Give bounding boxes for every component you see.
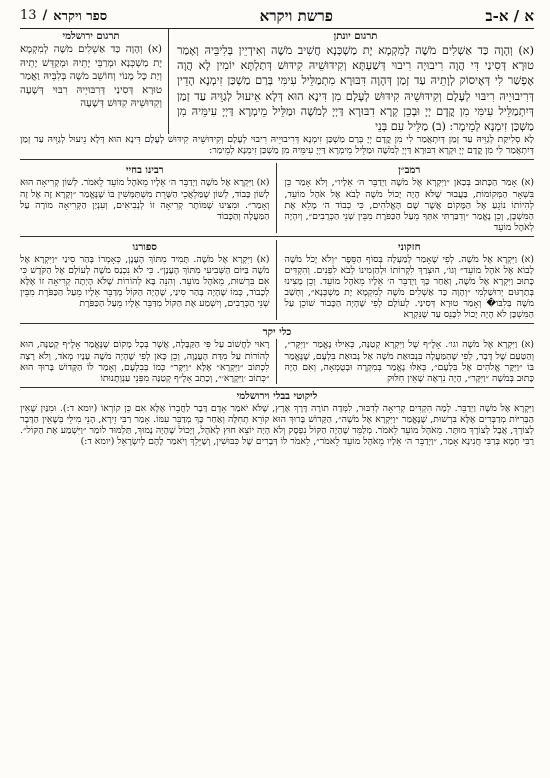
chizkuni-text: (א) וַיִּקְרָא אֶל מֹשֶׁה. לְפִי שֶׁאָמַר לְמַעְלָה בְּסוֹף הַסֵּפֶר ״וְלֹא יָכֹל מֹשֶׁה לָבוֹא אֶל אֹהֶל מוֹעֵד״ וְגוֹ׳, הוּצְרַךְ לִקְרוֹתוֹ וּלְהַזְמִינוֹ לְבֹא לִפְנִים. וְהִקְדִּים כָּתוּב וַיִּקְרָא אֶל מֹשֶׁה, וְאַחַר כָּךְ וַיְדַבֵּר ה׳ אֵלָיו מֵאֹהֶל מוֹעֵד. וְכֵן מָצִינוּ בְּתַרְגּוּם יְרוּשַׁלְמִי ״וְהָוָה כַּד אַשְׁלִים מֹשֶׁה לְמִקְמָא יָת מַשְׁכְּנָא״, וְחָשַׁב מֹשֶׁה בְּלִבּו�ֹ וְאָמַר טוּרָא דְּסִינַי. לְעוֹלָם לְפִי שֶׁהָיָה הַכָּבוֹד שׁוֹכֵן עַל הַמִּשְׁכָּן לֹא הָיָה יָכוֹל לִכָּנֵס עַד שֶׁנִּקְרָא	[284, 253, 534, 321]
section-title: תרגום יונתן	[333, 31, 378, 42]
divider	[20, 387, 534, 388]
chizkuni-column	[285, 240, 535, 321]
section-title: כלי יקר	[262, 327, 292, 339]
book-name: ספר ויקרא	[53, 9, 108, 24]
parsha-title: פרשת ויקרא	[259, 6, 333, 25]
separator: /	[42, 8, 48, 23]
section-title: רבינו בחיי	[125, 165, 164, 177]
divider	[20, 159, 534, 160]
divider	[20, 323, 534, 324]
page	[0, 4, 550, 778]
kli-yakar-text-right: (א) וַיִּקְרָא אֶל מֹשֶׁה וגו׳. אָלֶ״ף שֶׁל וַיִּקְרָא קְטַנָּה, כְּאִילּוּ נֶאֱמַר ״וַיִּקָּר״, וְהַטַּעַם שֶׁל דָּבָר, לְפִי שֶׁהַמַּעֲלָה בִּנְבוּאַת מֹשֶׁה אַל נְבוּאַת בִּלְעָם, שֶׁנֶּאֱמַר בּוֹ ״וַיִּקָּר אֱלֹהִים אֶל בִּלְעָם״, כְּאִלּוּ נֶאֱמַר בְּמִקְרֶה וּבְטֻמְאָה, וְאִם הָיָה כָּתוּב בְּמֹשֶׁה ״וַיִּקָּר״, הָיָה נִרְאֶה שֶׁאֵין חִלּוּק	[284, 339, 534, 384]
book-and-page	[20, 8, 107, 24]
rabbeinu-bachya-text: (א) וַיִּקְרָא אֶל מֹשֶׁה וַיְדַבֵּר ה׳ אֵלָיו מֵאֹהֶל מוֹעֵד לֵאמֹר. לְשׁוֹן קְרִיאָה הוּא לְשׁוֹן כָּבוֹד, לְשׁוֹן שֶׁמַּלְאֲכֵי הַשָּׁרֵת מִשְׁתַּמְּשִׁין בּוֹ שֶׁנֶּאֱמַר ״וְקָרָא זֶה אֶל זֶה וְאָמַר״. וּמִצִּינוּ שֶׁמּוֹתָר קְרִיאָה זוֹ לְנְבִיאִים, וְעִנְיַן הַקְּרִיאָה מוֹרָה עַל הַמַּעֲלָה וְהַכָּבוֹד	[20, 177, 270, 222]
kli-yakar-block	[20, 339, 534, 383]
section-title: ליקוטי בבלי וירושלמי	[236, 390, 318, 402]
chapter-ref: א / א-ב	[485, 6, 534, 25]
section-title: חזקוני	[398, 241, 421, 253]
targum-yonatan	[177, 29, 534, 134]
running-header	[20, 4, 534, 29]
section-title: ספורנו	[132, 241, 157, 253]
page-number: 13	[20, 8, 37, 23]
likutei-text: וַיִּקְרָא אֶל מֹשֶׁה וַיְדַבֵּר. לְמָה הִקְדִּים קְרִיאָה לְדִבּוּר, לִמְּדָה תוֹרָה דֶּרֶךְ אֶרֶץ, שֶׁלֹּא יֹאמַר אָדָם דָּבָר לַחֲבֵרוֹ אֶלָּא אִם כֵּן קוֹרְאוֹ (יומא ד:). וּמִנַּיִן שֶׁאֵין הַבְּרִיּוֹת מְדַבְּרִים אֶלָּא בִּרְשׁוּת, שֶׁנֶּאֱמַר ״וַיִּקְרָא אֶל מֹשֶׁה״, הַקָּדוֹשׁ בָּרוּךְ הוּא קוֹרֵא תְחִלָּה וְאַחַר כָּךְ מְדַבֵּר עִמּוֹ. אָמַר רַבִּי זֵירָא, הָנֵי מִילֵּי בְּשֶׁאֵין הַדָּבָר לְצוֹרֶךְ, אֲבָל לְצוֹרֶךְ מוּתָּר. מֵאֹהֶל מוֹעֵד לֵאמֹר. מְלַמֵּד שֶׁהָיָה הַקּוֹל נִפְסָק וְלֹא הָיָה יוֹצֵא חוּץ לָאֹהֶל, וְיָכוֹל שֶׁהָיָה נָמוּךְ, תַּלְמוּד לוֹמַר ״וַיִּשְׁמַע אֶת הַקּוֹל״. רַבִּי חָמָא בְּרַבִּי חֲנִינָא אָמַר, ״וַיְדַבֵּר ה׳ אֵלָיו מֵאֹהֶל מוֹעֵד לֵאמֹר״, לֵאמֹר לוֹ דְּבָרִים שֶׁל כִּבּוּשִׁין, וְשֶׁיֵּלֵךְ וְיֹאמַר לָהֶם לְיִשְׂרָאֵל (יומא ד:)	[20, 402, 534, 448]
targum-continuation-text: לָא סְלִיקַת לְגַוֵּיהּ עַד זְמַן דְּיִתְאֲמַר לִי מִן קֳדָם יְיָ בְּרַם מַשְׁכַּן זִימְנָא דְּרִיבוּיֵיהּ רִיבוּי לְעָלָם וְקִידּוּשֵׁיהּ קִידּוּשׁ לְעָלָם דִּינָא הוּא דְּלָא נֵיעוּל לְגַוֵּיהּ עַד זְמַן דְּיִתְאֲמַר לִי מִן קֳדָם יְיָ וּקְרָא דִבּוּרָא דַּיְיָ לְמֹשֶׁה וּמַלֵּיל מֵימְרָא דַּיְיָ עִימֵּיהּ מִן מַשְׁכַּן זִימְנָא לְמֵימַר:	[20, 134, 534, 157]
divider	[20, 236, 534, 237]
kli-yakar-left	[20, 339, 277, 383]
ramban-text: (א) אָמַר הַכָּתוּב בְּכַאן ״וַיִּקְרָא אֶל מֹשֶׁה וַיְדַבֵּר ה׳ אֵלָיו״, וְלֹא אָמַר כֵּן בִּשְׁאָר הַמְּקוֹמוֹת, בַּעֲבוּר שֶׁלֹּא הָיָה יָכוֹל מֹשֶׁה לָבֹא אֶל אֹהֶל מוֹעֵד, לְהִיוֹתוֹ נוֹגֵעַ אֶל הַמָּקוֹם אֲשֶׁר שָׁם הָאֱלֹהִים, כִּי כְבוֹד ה׳ מָלֵא אֶת הַמִּשְׁכָּן, וְכֵן נֶאֱמַר ״וְדִבַּרְתִּי אִתְּךָ מֵעַל הַכַּפֹּרֶת מִבֵּין שְׁנֵי הַכְּרֻבִים״, וְיִהְיֶה לְאֹהֶל מוֹעֵד	[284, 177, 534, 233]
section-title: רמב״ן	[398, 165, 421, 177]
sforno-column	[20, 240, 277, 321]
targum-yerushalmi-text: (א) וְהָוָה כַּד אַשְׁלִים מֹשֶׁה לְמִקְמָא יָת מַשְׁכְּנָא וּמְרַבֵּי יָתֵיהּ וּמְקַדֵּשׁ יָתֵיהּ וְיַת כָּל מָנוֹי וְחוֹשֵׁב מֹשֶׁה בְּלִבֵּיהּ וַאֲמַר טוּרָא דְּסִינַי דְּרִבּוּיֵיהּ רִבּוּי דְּשָׁעָה וְקִדּוּשֵׁיהּ קִדּוּשׁ דְּשָׁעָה	[20, 44, 162, 110]
ramban-column	[285, 163, 535, 232]
likutei-section	[20, 391, 534, 447]
commentary-block-2	[20, 240, 534, 321]
targum-band	[20, 29, 534, 134]
rabbeinu-bachya-column	[20, 163, 277, 232]
commentary-block-1	[20, 163, 534, 232]
targum-yerushalmi	[20, 29, 169, 134]
targum-yonatan-text: (א) וְהָוָה כַּד אַשְׁלִים מֹשֶׁה לְמִקְמָא יָת מַשְׁכְּנָא חֲשִׁיב מֹשֶׁה וְאִידְיֵין בְּלִיבֵּיהּ וְאָמַר טוּרָא דְּסִינַי דִּי הֲוָה רִיבוּיָה רִיבוּי דְּשַׁעְתָּא וְקִידּוּשֵׁיהּ קִידּוּשׁ דְּתַלְתָּא יוֹמִין לָא הֲוָה אֶפְשַׁר לִי דְּאֶיסוֹק לְוָתֵיהּ עַד זְמַן דְּהָוָה דִּבּוּרָא מִתְמַלֵּיל עִימִּי בְּרַם מַשְׁכַּן זִימְנָא הָדֵין דְּרִיבוּיֵיהּ רִיבּוּי לְעָלָם וְקִידּוּשֵׁיהּ קִידּוּשׁ לְעָלָם מִן דִּינָא הוּא דְּלָא אֵיעוּל לְגַוֵּיהּ עַד זְמַן דְּיִתְמַלֵּיל עִימִּי מִן קֳדָם יְיָ וּבְכֵן קְרָא דִבּוּרָא דַּיְיָ לְמֹשֶׁה וּמַלֵּיל מֵימְרָא דַּיְיָ עִימֵּיהּ מִן מַשְׁכַּן זִימְנָא לְמֵימָר: (ב) מַלֵּיל עִם בְּנֵי	[177, 44, 534, 134]
kli-yakar-right	[285, 339, 535, 383]
sforno-text: (א) וַיִּקְרָא אֶל מֹשֶׁה. תָּמִיד מִתּוֹךְ הֶעָנָן, כְּאָמְרוֹ בְּהַר סִינַי ״וַיִּקְרָא אֶל מֹשֶׁה בַּיּוֹם הַשְּׁבִיעִי מִתּוֹךְ הֶעָנָן״. כִּי לֹא נִכְנַס מֹשֶׁה לְעוֹלָם אֶל הַקֹּדֶשׁ כִּי אִם בִּרְשׁוּת, מֵאֹהֶל מוֹעֵד. וְהִנֵּה בָּא לְהוֹרוֹת שֶׁלֹּא הָיְתָה קְרִיאָה זוֹ אֶלָּא לְכָבוֹד, כְּמוֹ שֶׁהָיָה בְּהַר סִינַי, שֶׁהָיָה הַקּוֹל מְדַבֵּר אֵלָיו מֵעַל הַכַּפֹּרֶת מִבֵּין שְׁנֵי הַכְּרֻבִים, וְיִשְׁמַע אֶת הַקּוֹל מִדַּבֵּר אֵלָיו מֵעַל הַכַּפֹּרֶת	[20, 253, 270, 310]
kli-yakar-text-left: רָאוּי לַחֲשׁוֹב עַל פִּי הַקַּבָּלָה, אֲשֶׁר בְּכָל מָקוֹם שֶׁנֶּאֱמַר אָלֶ״ף קְטַנָּה, הוּא לְהוֹרוֹת עַל מִדַּת הָעֲנָוָה, וְכֵן כָּאן לְפִי שֶׁהָיָה מֹשֶׁה עָנָיו מְאֹד, וְלֹא רָצָה לִכְתּוֹב ״וַיִּקְרָא״ אֶלָּא ״וַיִּקָּר״ כְּמוֹ בְּבִלְעָם, וְאָמַר לוֹ הַקָּדוֹשׁ בָּרוּךְ הוּא ״כְּתוֹב ׳וַיִּקְרָא׳״, וְכָתַב אָלֶ״ף קְטַנָּה מִפְּנֵי עַנְוְתָנוּתוֹ	[20, 339, 270, 384]
section-title: תרגום ירושלמי	[62, 31, 120, 42]
